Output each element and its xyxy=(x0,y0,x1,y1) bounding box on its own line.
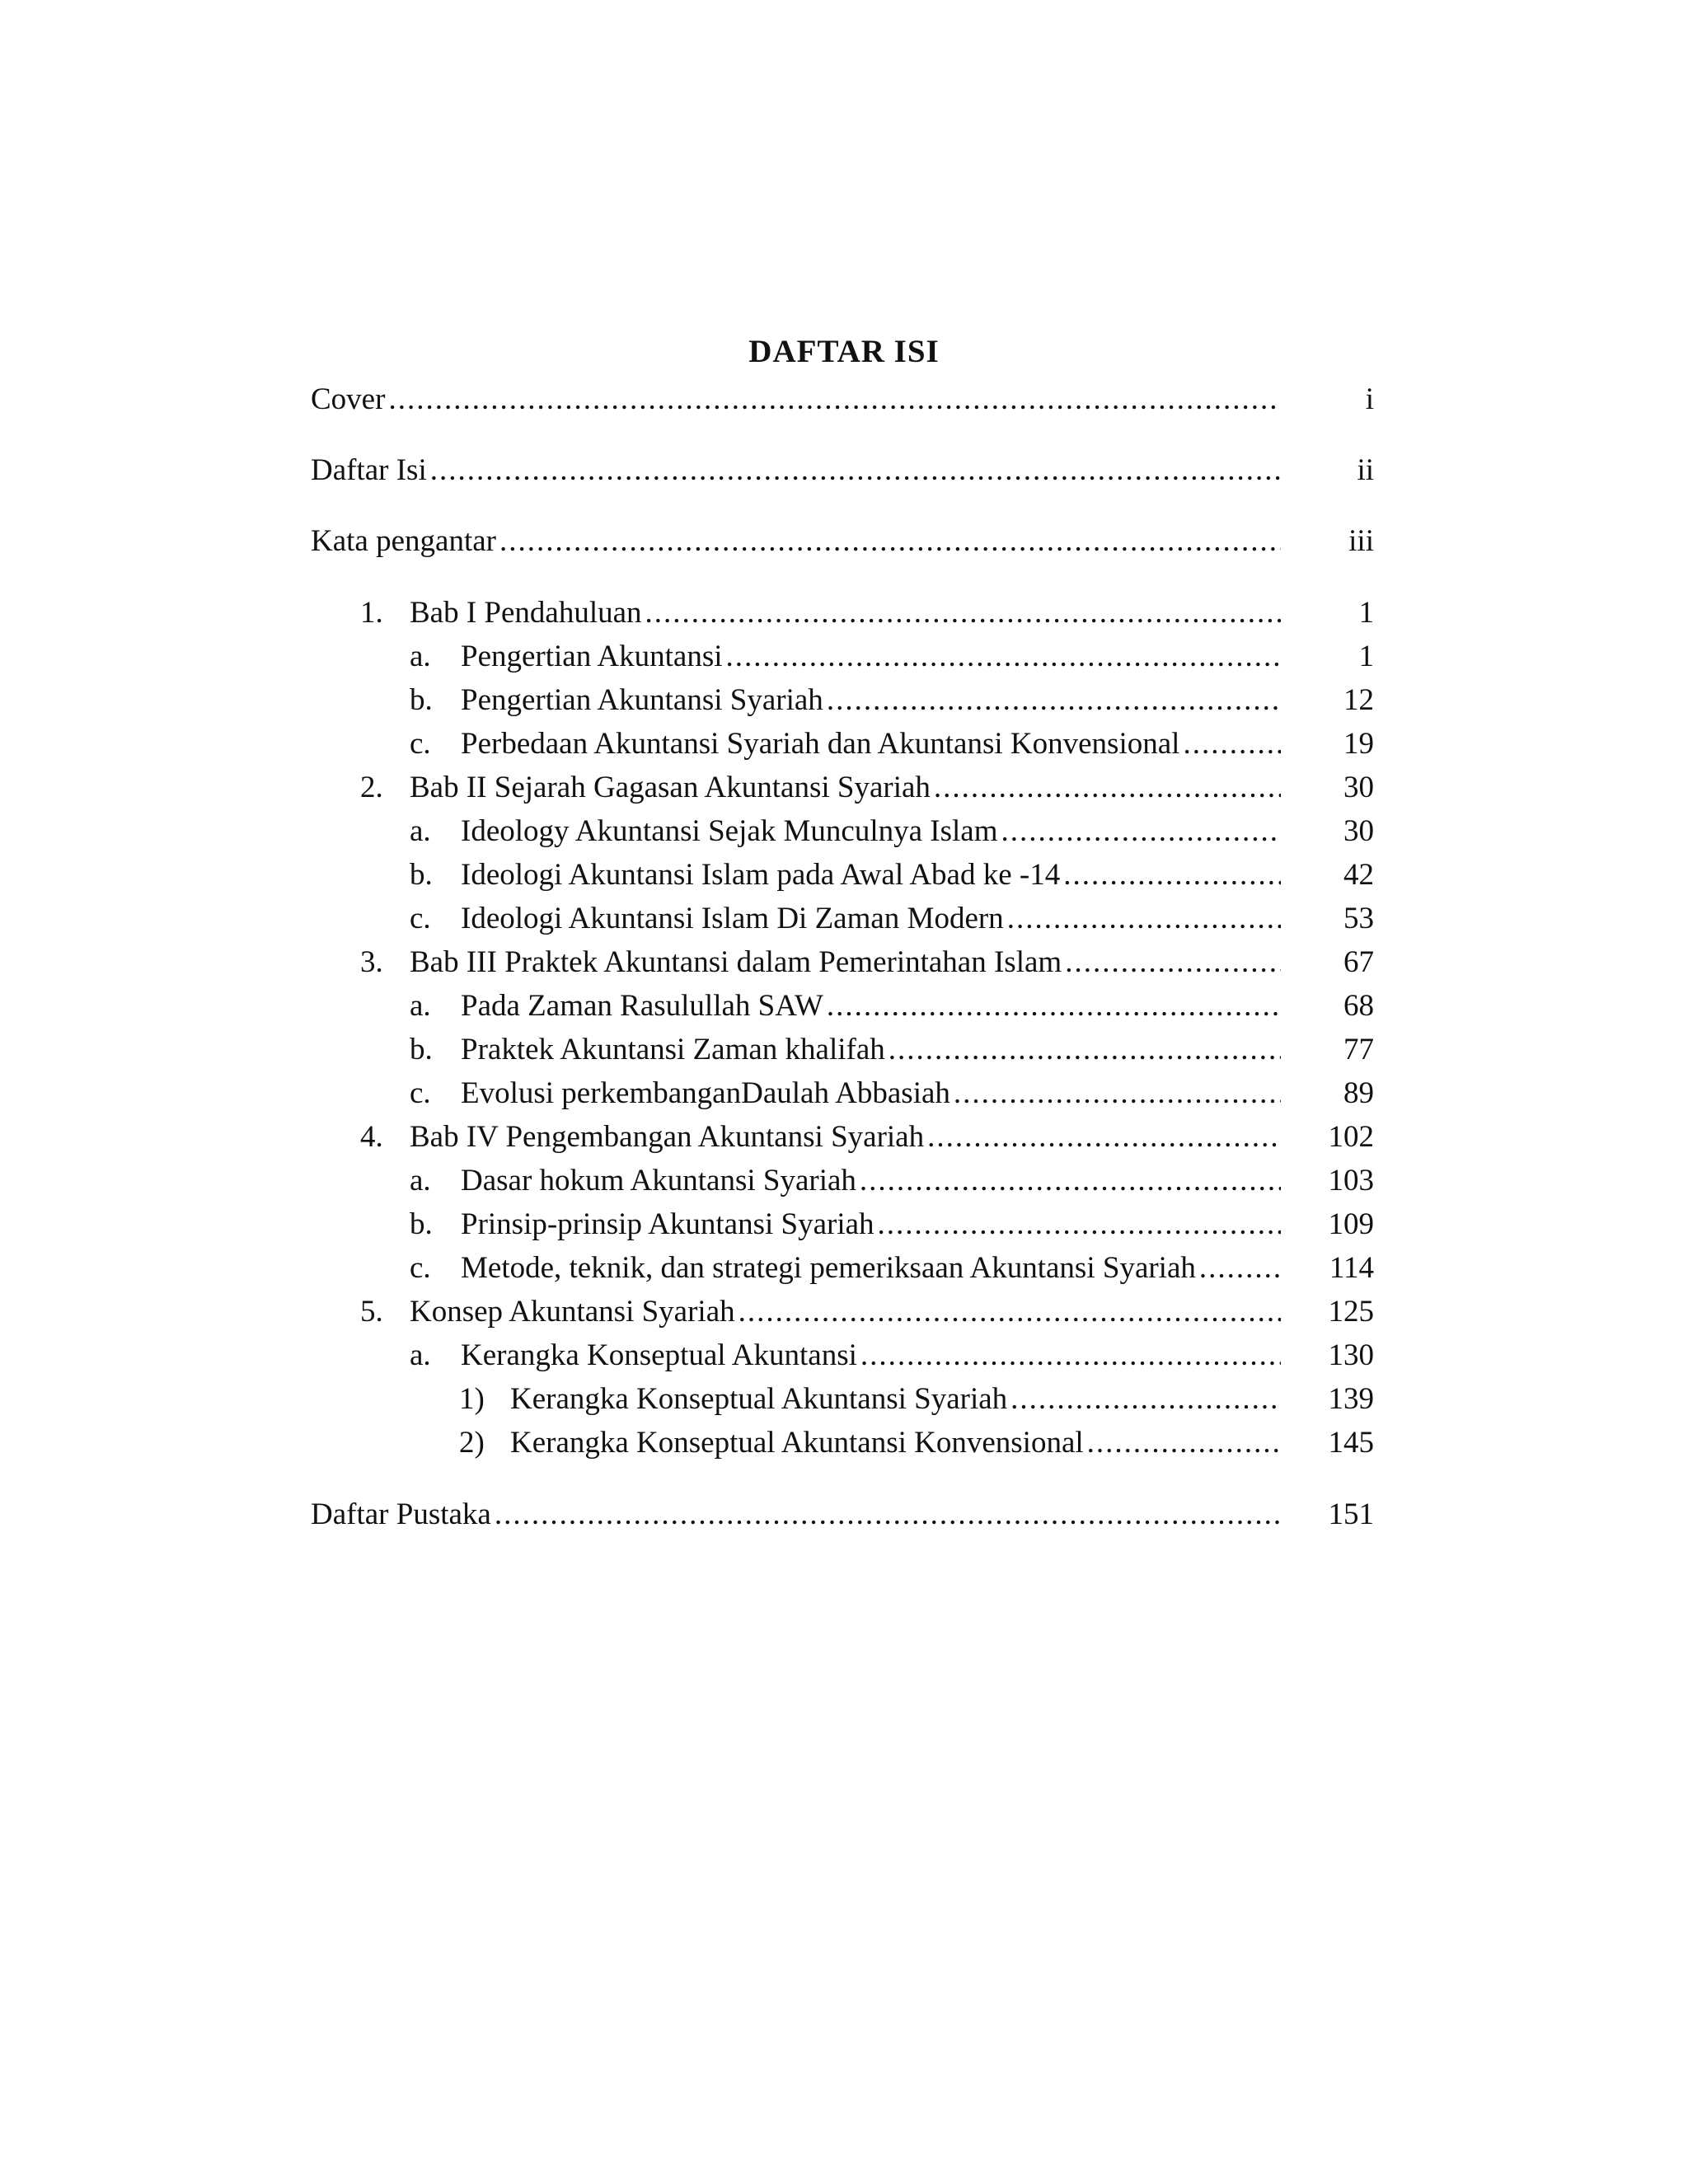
toc-entry-title: Bab IV Pengembangan Akuntansi Syariah xyxy=(410,1120,925,1154)
toc-entry-page: 109 xyxy=(1328,1207,1374,1241)
toc-dot-leader xyxy=(954,1071,1281,1117)
toc-entry-title: Perbedaan Akuntansi Syariah dan Akuntansi Konvensional xyxy=(461,727,1180,761)
toc-dot-leader xyxy=(645,590,1281,636)
toc-dot-leader xyxy=(1010,1376,1281,1422)
toc-entry[interactable] xyxy=(311,983,1374,1029)
toc-entry-page: 103 xyxy=(1328,1164,1374,1197)
toc-entry-page: 77 xyxy=(1343,1033,1374,1066)
toc-dot-leader xyxy=(860,1333,1281,1379)
toc-entry-number: b. xyxy=(410,1033,433,1066)
toc-entry-page: i xyxy=(1365,382,1374,416)
toc-entry-title: Dasar hokum Akuntansi Syariah xyxy=(461,1164,856,1197)
toc-entry[interactable] xyxy=(311,896,1374,942)
toc-dot-leader xyxy=(1063,852,1281,898)
toc-entry-page: 1 xyxy=(1358,596,1374,630)
toc-entry[interactable] xyxy=(311,1027,1374,1073)
toc-entry[interactable] xyxy=(311,1492,1374,1538)
toc-dot-leader xyxy=(495,1492,1281,1538)
toc-entry-page: 139 xyxy=(1328,1382,1374,1416)
toc-entry[interactable] xyxy=(311,448,1374,494)
toc-entry[interactable] xyxy=(311,1289,1374,1335)
toc-dot-leader xyxy=(1001,808,1281,855)
toc-entry-title: Ideology Akuntansi Sejak Munculnya Islam xyxy=(461,814,998,848)
toc-entry[interactable] xyxy=(311,808,1374,855)
toc-entry-number: b. xyxy=(410,858,433,892)
toc-entry[interactable] xyxy=(311,1202,1374,1248)
toc-entry[interactable] xyxy=(311,765,1374,811)
toc-entry[interactable] xyxy=(311,518,1374,565)
toc-entry-title: Pengertian Akuntansi Syariah xyxy=(461,683,823,717)
toc-entry-number: c. xyxy=(410,727,431,761)
table-of-contents xyxy=(311,0,1374,2184)
toc-dot-leader xyxy=(1065,940,1281,986)
toc-entry-number: a. xyxy=(410,1338,431,1372)
toc-entry[interactable] xyxy=(311,852,1374,898)
toc-entry-page: 42 xyxy=(1343,858,1374,892)
toc-entry-page: 67 xyxy=(1343,945,1374,979)
toc-entry-number: b. xyxy=(410,683,433,717)
toc-entry[interactable] xyxy=(311,377,1374,423)
toc-entry-title: Metode, teknik, dan strategi pemeriksaan Akuntansi Syariah xyxy=(461,1251,1196,1285)
toc-entry-number: c. xyxy=(410,902,431,935)
toc-entry-number: 4. xyxy=(360,1120,383,1154)
toc-entry-title: Cover xyxy=(311,382,386,416)
toc-dot-leader xyxy=(1199,1245,1281,1291)
toc-entry-page: 102 xyxy=(1328,1120,1374,1154)
toc-entry-number: a. xyxy=(410,1164,431,1197)
toc-entry[interactable] xyxy=(311,1245,1374,1291)
toc-dot-leader xyxy=(1007,896,1281,942)
toc-entry-title: Ideologi Akuntansi Islam pada Awal Abad ke -14 xyxy=(461,858,1061,892)
toc-entry[interactable] xyxy=(311,634,1374,680)
toc-entry-title: Prinsip-prinsip Akuntansi Syariah xyxy=(461,1207,874,1241)
toc-entry-title: Bab I Pendahuluan xyxy=(410,596,642,630)
toc-entry-number: 5. xyxy=(360,1295,383,1329)
toc-entry-number: a. xyxy=(410,989,431,1023)
toc-entry-page: 89 xyxy=(1343,1076,1374,1110)
toc-dot-leader xyxy=(860,1158,1281,1204)
toc-entry-number: 2) xyxy=(459,1426,485,1460)
toc-entry-number: c. xyxy=(410,1076,431,1110)
toc-entry-page: 114 xyxy=(1329,1251,1374,1285)
toc-entry-page: 19 xyxy=(1343,727,1374,761)
toc-entry-title: Daftar Isi xyxy=(311,453,427,487)
toc-entry[interactable] xyxy=(311,1114,1374,1160)
toc-dot-leader xyxy=(878,1202,1281,1248)
toc-dot-leader xyxy=(934,765,1281,811)
toc-entry[interactable] xyxy=(311,590,1374,636)
toc-entry-title: Bab II Sejarah Gagasan Akuntansi Syariah xyxy=(410,771,931,804)
toc-dot-leader xyxy=(1087,1420,1281,1466)
toc-dot-leader xyxy=(827,677,1281,724)
toc-entry-page: 130 xyxy=(1328,1338,1374,1372)
toc-entry-number: 1. xyxy=(360,596,383,630)
toc-dot-leader xyxy=(927,1114,1281,1160)
toc-entry-title: Pengertian Akuntansi xyxy=(461,640,723,673)
toc-entry[interactable] xyxy=(311,677,1374,724)
page-title: DAFTAR ISI xyxy=(748,334,940,370)
toc-entry-title: Kerangka Konseptual Akuntansi Syariah xyxy=(510,1382,1008,1416)
toc-entry-page: ii xyxy=(1357,453,1374,487)
toc-dot-leader xyxy=(499,518,1281,565)
toc-entry-title: Ideologi Akuntansi Islam Di Zaman Modern xyxy=(461,902,1004,935)
toc-entry-title: Kerangka Konseptual Akuntansi xyxy=(461,1338,857,1372)
toc-entry-number: 2. xyxy=(360,771,383,804)
toc-entry-number: a. xyxy=(410,814,431,848)
toc-entry[interactable] xyxy=(311,1071,1374,1117)
toc-dot-leader xyxy=(738,1289,1281,1335)
toc-entry-title: Evolusi perkembanganDaulah Abbasiah xyxy=(461,1076,950,1110)
toc-entry-number: 3. xyxy=(360,945,383,979)
toc-dot-leader xyxy=(827,983,1281,1029)
toc-dot-leader xyxy=(388,377,1281,423)
toc-entry-number: c. xyxy=(410,1251,431,1285)
toc-dot-leader xyxy=(889,1027,1281,1073)
toc-entry-number: b. xyxy=(410,1207,433,1241)
toc-entry-page: 151 xyxy=(1328,1497,1374,1531)
toc-dot-leader xyxy=(1183,721,1281,767)
toc-entry[interactable] xyxy=(311,721,1374,767)
toc-entry[interactable] xyxy=(311,1333,1374,1379)
toc-entry-title: Daftar Pustaka xyxy=(311,1497,491,1531)
toc-entry-number: 1) xyxy=(459,1382,485,1416)
toc-entry-title: Kerangka Konseptual Akuntansi Konvensional xyxy=(510,1426,1084,1460)
toc-entry-page: 145 xyxy=(1328,1426,1374,1460)
toc-dot-leader xyxy=(430,448,1281,494)
toc-entry-title: Konsep Akuntansi Syariah xyxy=(410,1295,735,1329)
toc-entry-page: 12 xyxy=(1343,683,1374,717)
toc-entry-page: 30 xyxy=(1343,814,1374,848)
toc-entry-page: 125 xyxy=(1328,1295,1374,1329)
toc-entry-number: a. xyxy=(410,640,431,673)
toc-entry-page: iii xyxy=(1348,524,1374,558)
toc-entry[interactable] xyxy=(311,940,1374,986)
toc-entry-title: Praktek Akuntansi Zaman khalifah xyxy=(461,1033,885,1066)
toc-entry-page: 68 xyxy=(1343,989,1374,1023)
toc-entry[interactable] xyxy=(311,1420,1374,1466)
toc-entry[interactable] xyxy=(311,1376,1374,1422)
toc-entry-page: 53 xyxy=(1343,902,1374,935)
toc-entry-title: Pada Zaman Rasulullah SAW xyxy=(461,989,823,1023)
toc-dot-leader xyxy=(726,634,1281,680)
toc-entry-page: 1 xyxy=(1358,640,1374,673)
toc-entry-page: 30 xyxy=(1343,771,1374,804)
toc-entry-title: Bab III Praktek Akuntansi dalam Pemerintahan Islam xyxy=(410,945,1062,979)
toc-entry-title: Kata pengantar xyxy=(311,524,496,558)
toc-entry[interactable] xyxy=(311,1158,1374,1204)
